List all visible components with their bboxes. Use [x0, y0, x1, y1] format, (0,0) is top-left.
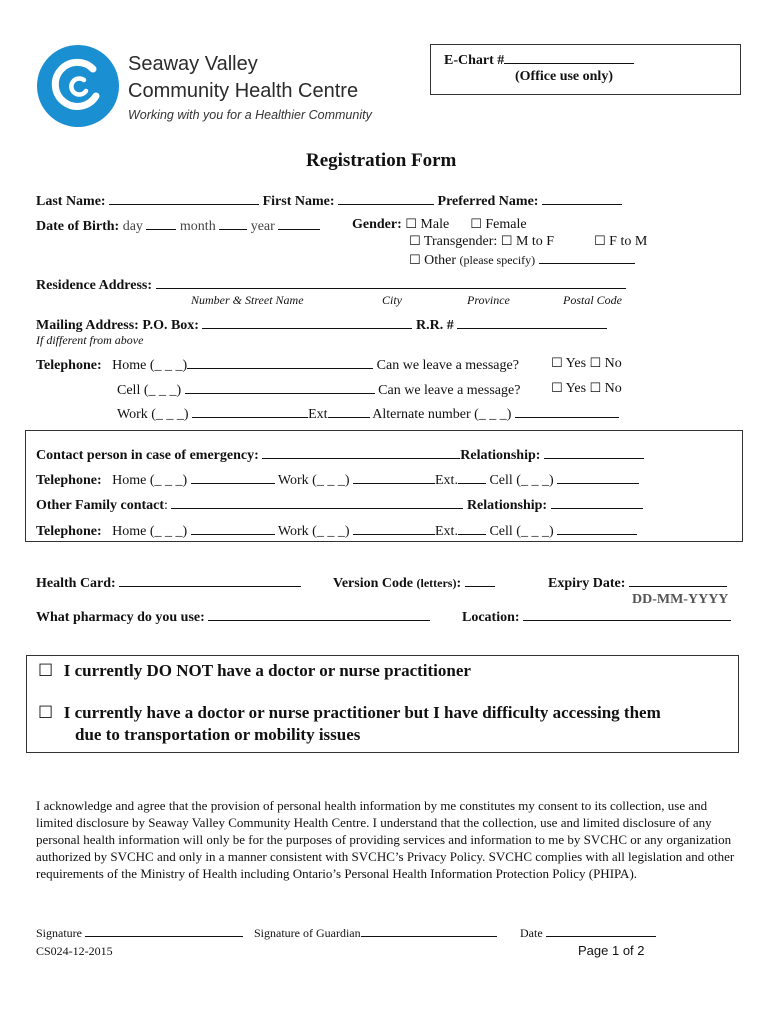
- access-difficulty-label-line2: due to transportation or mobility issues: [75, 725, 361, 744]
- other-family-label: Other Family contact: [36, 498, 165, 513]
- home-message-yes-checkbox[interactable]: ☐: [551, 356, 563, 371]
- signature-row: [36, 926, 243, 941]
- other-family-home-label: Home (_ _ _): [112, 524, 188, 539]
- residence-city-caption: City: [382, 293, 402, 307]
- emergency-ext-label: Ext.: [435, 473, 458, 488]
- form-title: Registration Form: [306, 150, 457, 171]
- work-phone-field[interactable]: [192, 405, 308, 418]
- cell-message-question: Can we leave a message?: [378, 383, 521, 398]
- emergency-work-label: Work (_ _ _): [277, 473, 350, 488]
- other-gender-label: Other: [424, 253, 457, 268]
- name-row: [36, 192, 622, 210]
- guardian-signature-label: Signature of Guardian: [254, 926, 361, 940]
- preferred-name-field[interactable]: [542, 192, 622, 205]
- dob-year-field[interactable]: [278, 217, 320, 230]
- work-ext-field[interactable]: [328, 405, 370, 418]
- no-doctor-checkbox[interactable]: ☐: [38, 661, 54, 681]
- other-family-field[interactable]: [171, 496, 463, 509]
- emergency-cell-label: Cell (_ _ _): [489, 473, 554, 488]
- echart-field[interactable]: [504, 51, 634, 64]
- date-label: Date: [520, 926, 543, 940]
- echart-label-text: E-Chart #: [444, 53, 505, 68]
- version-code-row: [333, 574, 495, 592]
- consent-paragraph: I acknowledge and agree that the provision of personal health information by me constitutes my consent to its collection, use and limited disclosure by Seaway Valley Community Health Centre. I understand that the collection, use and limited disclosure of any personal health information will only be for the purposes of providing services and information to me by SVCHC or any organization authorized by SVCHC and only in a manner consistent with SVCHC’s Privacy Policy. SVCHC complies with all legislation and other requirements of the Ministry of Health including Ontario’s Personal Health Information Protection Policy (PHIPA).: [36, 798, 735, 881]
- other-family-cell-field[interactable]: [557, 522, 637, 535]
- expiry-row: [548, 574, 727, 592]
- emergency-relationship-field[interactable]: [544, 446, 644, 459]
- date-row: [520, 926, 656, 941]
- first-name-label: First Name:: [262, 194, 335, 209]
- transgender-checkbox[interactable]: ☐: [409, 234, 421, 249]
- version-code-label: Version Code: [333, 576, 413, 591]
- dob-month-label: month: [179, 219, 216, 234]
- health-card-field[interactable]: [119, 574, 301, 587]
- home-phone-field[interactable]: [187, 356, 373, 369]
- location-row: [462, 608, 731, 626]
- location-label: Location:: [462, 610, 520, 625]
- guardian-signature-row: [254, 926, 497, 941]
- gender-label: Gender:: [352, 217, 402, 232]
- m-to-f-label: M to F: [515, 234, 555, 249]
- mailing-note: If different from above: [36, 333, 144, 347]
- female-label: Female: [485, 217, 527, 232]
- alternate-number-field[interactable]: [515, 405, 619, 418]
- dob-label: Date of Birth:: [36, 219, 120, 234]
- home-phone-label: Home (_ _ _): [112, 358, 188, 373]
- gender-row3: [409, 251, 635, 269]
- mailing-row: [36, 316, 607, 334]
- other-family-colon: :: [164, 498, 168, 513]
- alternate-number-label: Alternate number (_ _ _): [372, 407, 512, 422]
- version-code-field[interactable]: [465, 574, 495, 587]
- pharmacy-field[interactable]: [208, 608, 430, 621]
- residence-field[interactable]: [156, 276, 626, 289]
- emergency-contact-label: Contact person in case of emergency:: [36, 448, 259, 463]
- residence-label: Residence Address:: [36, 278, 153, 293]
- form-code: CS024-12-2015: [36, 944, 113, 958]
- emergency-contact-field[interactable]: [262, 446, 460, 459]
- gender-row2: [409, 234, 554, 250]
- signature-field[interactable]: [85, 926, 243, 937]
- male-checkbox[interactable]: ☐: [405, 217, 417, 232]
- pharmacy-label: What pharmacy do you use:: [36, 610, 205, 625]
- guardian-signature-field[interactable]: [361, 926, 497, 937]
- f-to-m-label: F to M: [609, 234, 648, 249]
- emergency-ext-field[interactable]: [458, 471, 486, 484]
- residence-province-caption: Province: [467, 293, 510, 307]
- residence-row: [36, 276, 626, 294]
- logo: [36, 44, 120, 128]
- f-to-m-checkbox[interactable]: ☐: [594, 234, 606, 249]
- pharmacy-row: [36, 608, 430, 626]
- first-name-field[interactable]: [338, 192, 434, 205]
- access-difficulty-checkbox[interactable]: ☐: [38, 703, 54, 723]
- home-message-no-checkbox[interactable]: ☐: [589, 356, 602, 371]
- other-family-home-field[interactable]: [191, 522, 275, 535]
- residence-street-caption: Number & Street Name: [191, 293, 304, 307]
- location-field[interactable]: [523, 608, 731, 621]
- doctor-option-1: [38, 661, 471, 681]
- last-name-label: Last Name:: [36, 194, 106, 209]
- dob-day-field[interactable]: [146, 217, 176, 230]
- expiry-field[interactable]: [629, 574, 727, 587]
- work-ext-label: Ext: [308, 407, 328, 422]
- rr-field[interactable]: [457, 316, 607, 329]
- cell-message-no-checkbox[interactable]: ☐: [589, 381, 602, 396]
- org-name-line2: Community Health Centre: [128, 80, 359, 102]
- cell-message-yes-checkbox[interactable]: ☐: [551, 381, 563, 396]
- emergency-cell-field[interactable]: [557, 471, 639, 484]
- page-number: Page 1 of 2: [578, 943, 645, 958]
- telephone-work-row: [117, 405, 619, 423]
- other-family-row: [36, 496, 643, 514]
- version-code-colon: :: [456, 576, 462, 591]
- other-family-work-field[interactable]: [353, 522, 435, 535]
- echart-note: (Office use only): [515, 69, 613, 84]
- cell-phone-field[interactable]: [185, 381, 375, 394]
- last-name-field[interactable]: [109, 192, 259, 205]
- telephone-label: Telephone:: [36, 358, 102, 373]
- other-gender-field[interactable]: [539, 251, 635, 264]
- echart-label: [444, 51, 634, 69]
- m-to-f-checkbox[interactable]: ☐: [500, 234, 513, 249]
- emergency-relationship-label: Relationship:: [460, 448, 541, 463]
- cell-message-yes-label: Yes: [565, 381, 587, 396]
- home-message-options: [551, 356, 622, 372]
- other-family-ext-label: Ext.: [435, 524, 458, 539]
- access-difficulty-label: I currently have a doctor or nurse practitioner but I have difficulty accessing them: [63, 703, 661, 722]
- health-card-label: Health Card:: [36, 576, 116, 591]
- org-tagline: Working with you for a Healthier Community: [128, 108, 372, 122]
- date-field[interactable]: [546, 926, 656, 937]
- dob-row: [36, 217, 320, 235]
- residence-postal-caption: Postal Code: [563, 293, 622, 307]
- cell-message-options: [551, 381, 622, 397]
- other-family-telephone-label: Telephone:: [36, 524, 102, 539]
- emergency-work-field[interactable]: [353, 471, 435, 484]
- health-card-row: [36, 574, 301, 592]
- no-doctor-label: I currently DO NOT have a doctor or nurse practitioner: [63, 661, 471, 680]
- f-to-m-option: [594, 234, 647, 250]
- emergency-home-label: Home (_ _ _): [112, 473, 188, 488]
- home-message-yes-label: Yes: [565, 356, 587, 371]
- preferred-name-label: Preferred Name:: [437, 194, 539, 209]
- cell-message-no-label: No: [604, 381, 622, 396]
- work-phone-label: Work (_ _ _): [117, 407, 189, 422]
- rr-label: R.R. #: [415, 318, 454, 333]
- female-checkbox[interactable]: ☐: [470, 217, 482, 232]
- expiry-format: DD-MM-YYYY: [632, 592, 729, 607]
- mailing-label: Mailing Address: P.O. Box:: [36, 318, 199, 333]
- org-name-line1: Seaway Valley: [128, 53, 258, 75]
- other-family-relationship-label: Relationship:: [466, 498, 548, 513]
- telephone-cell-row: [117, 381, 520, 399]
- other-family-relationship-field[interactable]: [551, 496, 643, 509]
- other-family-work-label: Work (_ _ _): [277, 524, 350, 539]
- other-family-ext-field[interactable]: [458, 522, 486, 535]
- dob-month-field[interactable]: [219, 217, 247, 230]
- expiry-label: Expiry Date:: [548, 576, 626, 591]
- other-gender-note: (please specify): [459, 253, 536, 267]
- logo-mark-icon: [36, 44, 120, 128]
- telephone-home-row: [36, 356, 519, 374]
- emergency-telephone-label: Telephone:: [36, 473, 102, 488]
- gender-row1: [352, 217, 527, 233]
- home-message-question: Can we leave a message?: [376, 358, 519, 373]
- dob-year-label: year: [250, 219, 275, 234]
- version-code-note: (letters): [416, 576, 457, 590]
- emergency-contact-row: [36, 446, 644, 464]
- emergency-telephone-row: [36, 471, 639, 489]
- other-gender-checkbox[interactable]: ☐: [409, 253, 421, 268]
- home-message-no-label: No: [604, 356, 622, 371]
- cell-phone-label: Cell (_ _ _): [117, 383, 182, 398]
- signature-label: Signature: [36, 926, 82, 940]
- other-family-telephone-row: [36, 522, 637, 540]
- po-box-field[interactable]: [202, 316, 412, 329]
- other-family-cell-label: Cell (_ _ _): [489, 524, 554, 539]
- emergency-home-field[interactable]: [191, 471, 275, 484]
- transgender-label: Transgender:: [423, 234, 498, 249]
- dob-day-label: day: [122, 219, 143, 234]
- doctor-option-2: [38, 703, 661, 723]
- male-label: Male: [420, 217, 450, 232]
